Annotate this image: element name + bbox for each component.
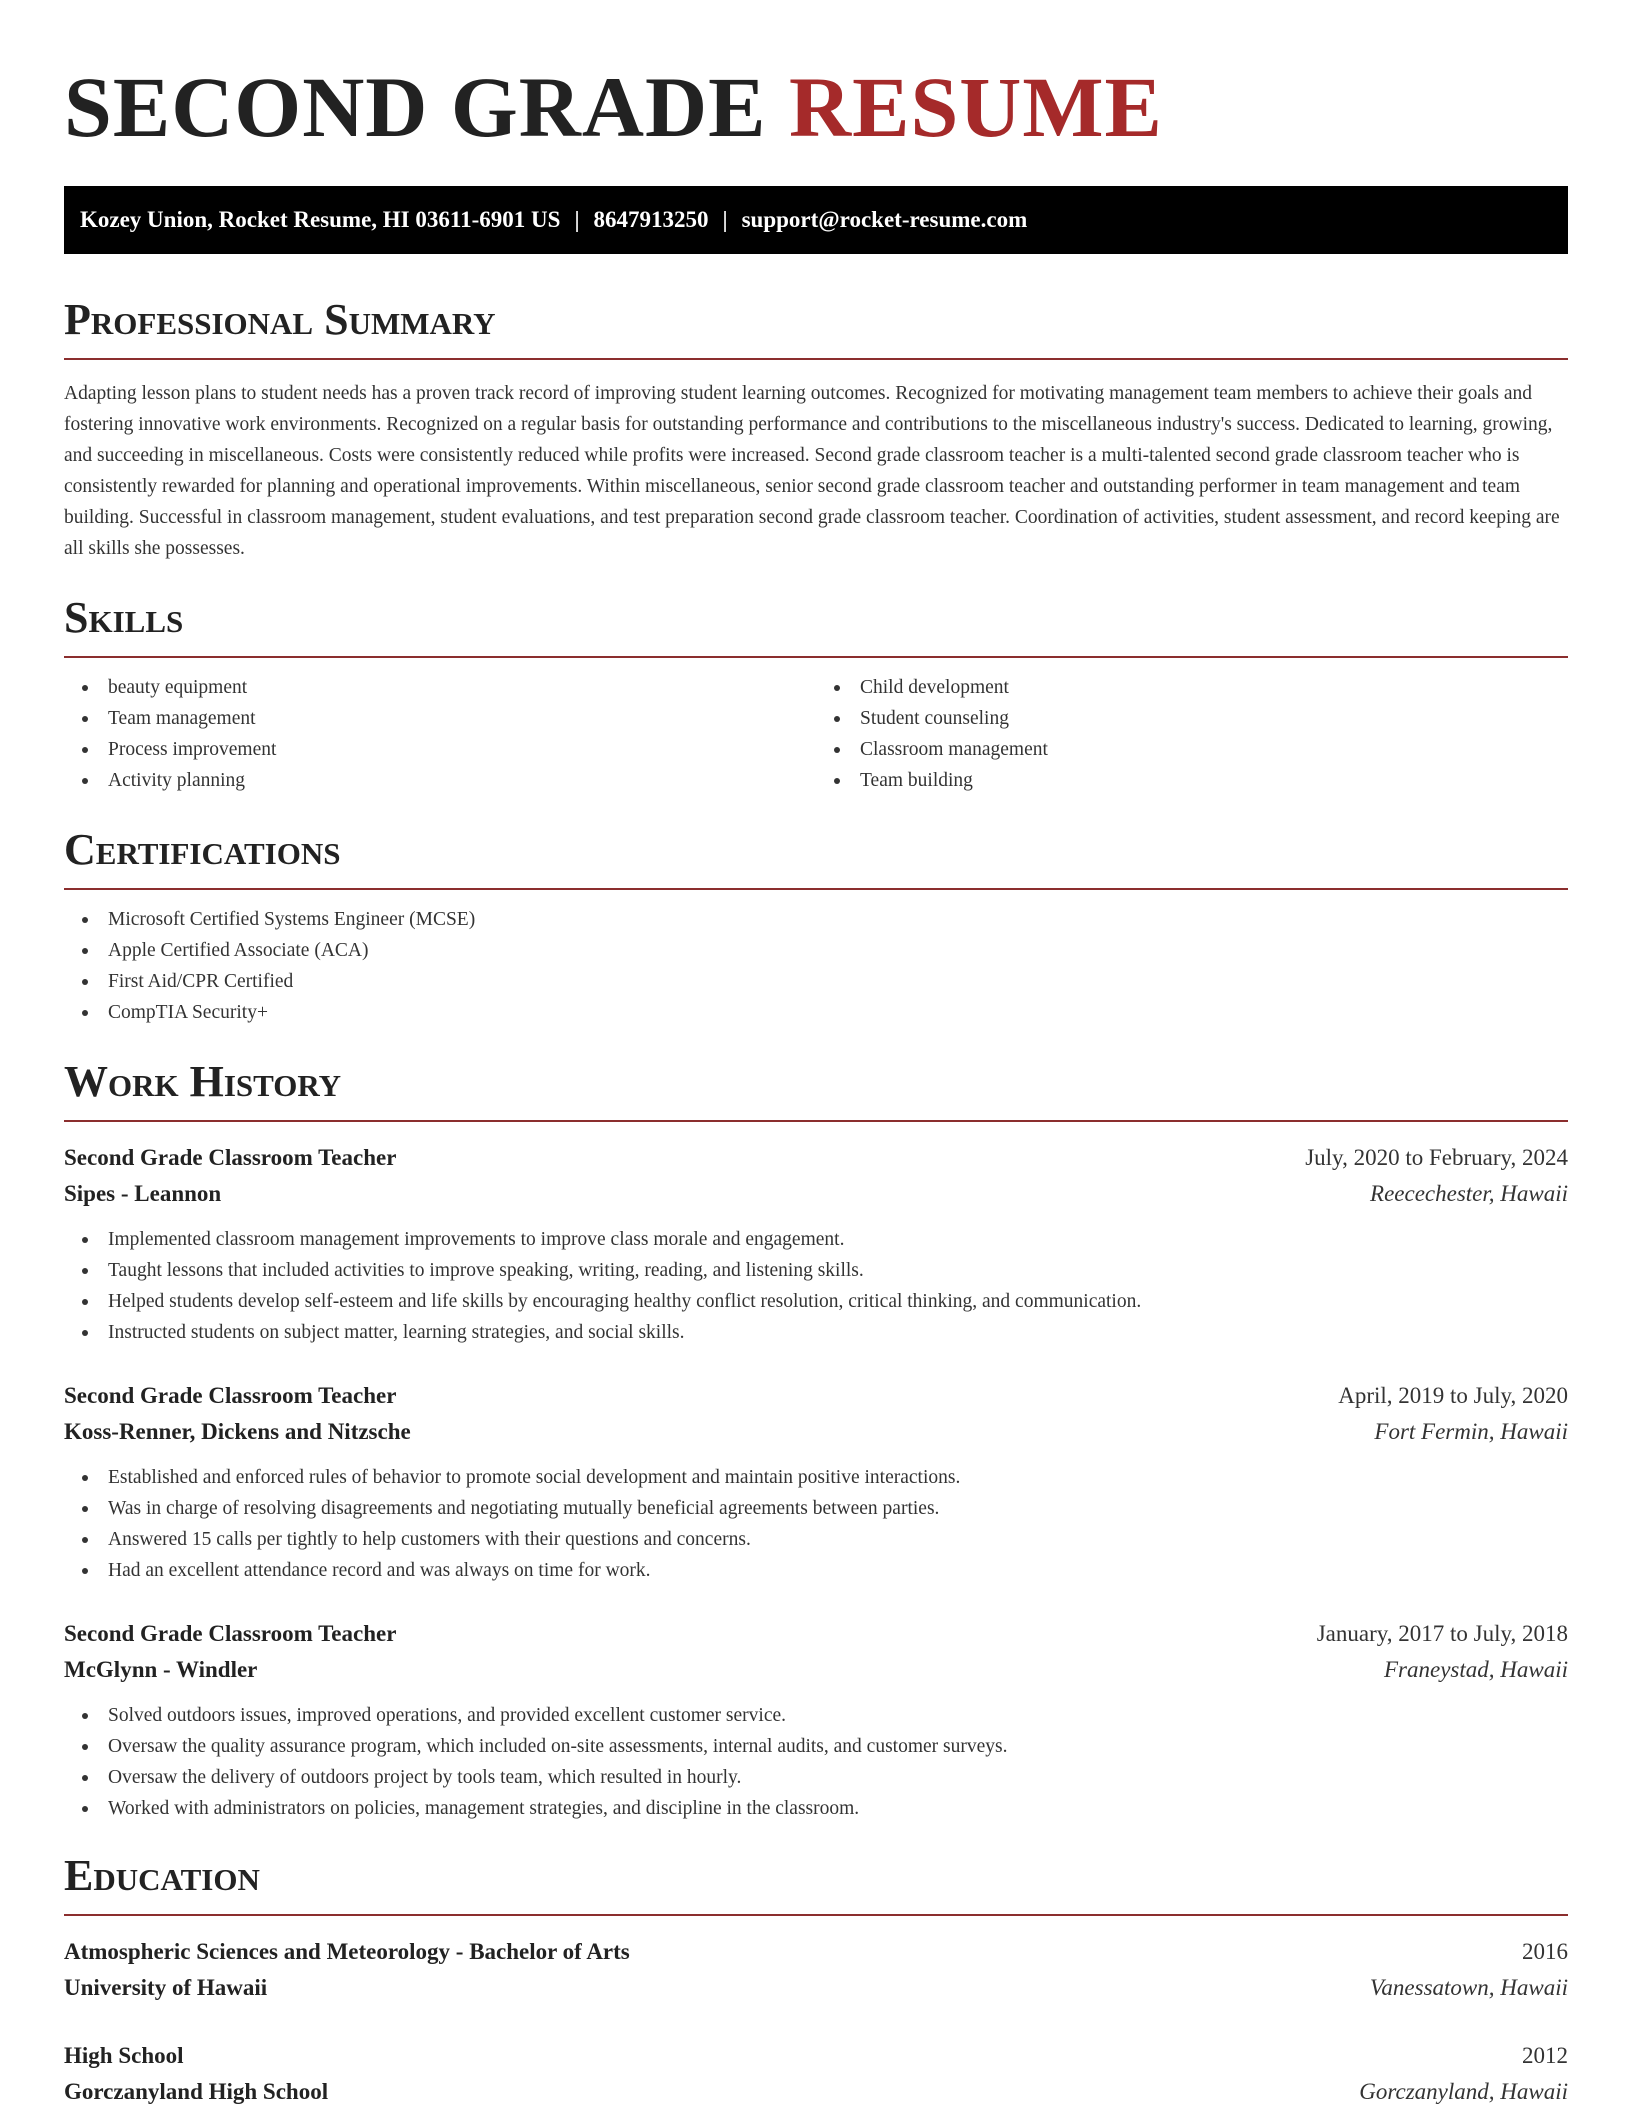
skill-item: Process improvement (64, 734, 816, 765)
skill-item: Student counseling (816, 703, 1568, 734)
job-duty: Helped students develop self-esteem and life skills by encouraging healthy conflict resolution, critical thinking, and communication. (64, 1286, 1568, 1317)
job-duty: Worked with administrators on policies, management strategies, and discipline in the classroom. (64, 1793, 1568, 1824)
skill-item: beauty equipment (64, 672, 816, 703)
job-duty: Had an excellent attendance record and was always on time for work. (64, 1555, 1568, 1586)
job-dates: January, 2017 to July, 2018 (1316, 1621, 1568, 1646)
certification-item: First Aid/CPR Certified (64, 966, 1568, 997)
title-accent: RESUME (788, 59, 1163, 155)
job-entry (64, 1378, 1568, 1586)
job-title: Second Grade Classroom Teacher (64, 1621, 397, 1646)
certifications-section (64, 825, 1568, 1028)
job-location: Reecechester, Hawaii (1370, 1181, 1568, 1206)
job-duties (64, 1700, 1568, 1824)
summary-section (64, 295, 1568, 564)
education-year: 2012 (1522, 2043, 1568, 2068)
skills-list-left (64, 672, 816, 796)
certifications-heading: Certifications (64, 828, 1568, 890)
certification-item: Microsoft Certified Systems Engineer (MCSE) (64, 904, 1568, 935)
summary-text: Adapting lesson plans to student needs has a proven track record of improving student learning outcomes. Recognized for motivating management team members to achieve their goals and fostering innovative work environments. Recognized on a regular basis for outstanding performance and contributions to the miscellaneous industry's success. Dedicated to learning, growing, and succeeding in miscellaneous. Costs were consistently reduced while profits were increased. Second grade classroom teacher is a multi-talented second grade classroom teacher who is consistently rewarded for planning and operational improvements. Within miscellaneous, senior second grade classroom teacher and outstanding performer in team management and team building. Successful in classroom management, student evaluations, and test preparation second grade classroom teacher. Coordination of activities, student assessment, and record keeping are all skills she possesses. (64, 383, 1560, 559)
job-company: McGlynn - Windler (64, 1657, 258, 1682)
certifications-list (64, 904, 1568, 1028)
education-entry (64, 1934, 1568, 2006)
education-school: University of Hawaii (64, 1975, 268, 2000)
skills-heading: Skills (64, 596, 1568, 658)
education-heading: Education (64, 1854, 1568, 1916)
job-entry (64, 1140, 1568, 1348)
job-duty: Instructed students on subject matter, learning strategies, and social skills. (64, 1317, 1568, 1348)
job-dates: April, 2019 to July, 2020 (1338, 1383, 1568, 1408)
education-degree: High School (64, 2043, 184, 2068)
contact-bar (64, 186, 1568, 254)
education-entry (64, 2038, 1568, 2110)
certification-item: Apple Certified Associate (ACA) (64, 935, 1568, 966)
education-location: Gorczanyland, Hawaii (1359, 2079, 1568, 2104)
skill-item: Activity planning (64, 765, 816, 796)
contact-separator: | (722, 207, 728, 232)
job-duty: Implemented classroom management improvements to improve class morale and engagement. (64, 1224, 1568, 1255)
work-history-heading: Work History (64, 1060, 1568, 1122)
skill-item: Child development (816, 672, 1568, 703)
job-duty: Taught lessons that included activities to improve speaking, writing, reading, and listening skills. (64, 1255, 1568, 1286)
contact-email: support@rocket-resume.com (741, 207, 1028, 232)
job-duty: Was in charge of resolving disagreements and negotiating mutually beneficial agreements between parties. (64, 1493, 1568, 1524)
education-degree: Atmospheric Sciences and Meteorology - Bachelor of Arts (64, 1939, 630, 1964)
work-history-section (64, 1057, 1568, 1824)
job-duties (64, 1462, 1568, 1586)
skill-item: Team building (816, 765, 1568, 796)
certification-item: CompTIA Security+ (64, 997, 1568, 1028)
job-entry (64, 1616, 1568, 1824)
contact-phone: 8647913250 (593, 207, 709, 232)
skills-section (64, 593, 1568, 796)
job-location: Fort Fermin, Hawaii (1374, 1419, 1568, 1444)
job-title: Second Grade Classroom Teacher (64, 1145, 397, 1170)
job-duties (64, 1224, 1568, 1348)
resume-title (64, 59, 1568, 155)
skill-item: Classroom management (816, 734, 1568, 765)
education-school: Gorczanyland High School (64, 2079, 329, 2104)
job-duty: Oversaw the quality assurance program, which included on-site assessments, internal audits, and customer surveys. (64, 1731, 1568, 1762)
summary-heading: Professional Summary (64, 298, 1568, 360)
education-section (64, 1851, 1568, 2110)
education-location: Vanessatown, Hawaii (1369, 1975, 1568, 2000)
job-duty: Established and enforced rules of behavior to promote social development and maintain positive interactions. (64, 1462, 1568, 1493)
title-main: SECOND GRADE (64, 59, 767, 155)
job-duty: Answered 15 calls per tightly to help customers with their questions and concerns. (64, 1524, 1568, 1555)
job-dates: July, 2020 to February, 2024 (1305, 1145, 1568, 1170)
job-location: Franeystad, Hawaii (1384, 1657, 1568, 1682)
job-company: Koss-Renner, Dickens and Nitzsche (64, 1419, 411, 1444)
job-company: Sipes - Leannon (64, 1181, 222, 1206)
job-duty: Solved outdoors issues, improved operations, and provided excellent customer service. (64, 1700, 1568, 1731)
education-year: 2016 (1522, 1939, 1568, 1964)
skill-item: Team management (64, 703, 816, 734)
job-duty: Oversaw the delivery of outdoors project by tools team, which resulted in hourly. (64, 1762, 1568, 1793)
job-title: Second Grade Classroom Teacher (64, 1383, 397, 1408)
skills-list-right (816, 672, 1568, 796)
contact-separator: | (574, 207, 580, 232)
contact-address: Kozey Union, Rocket Resume, HI 03611-6901 US (80, 207, 561, 232)
